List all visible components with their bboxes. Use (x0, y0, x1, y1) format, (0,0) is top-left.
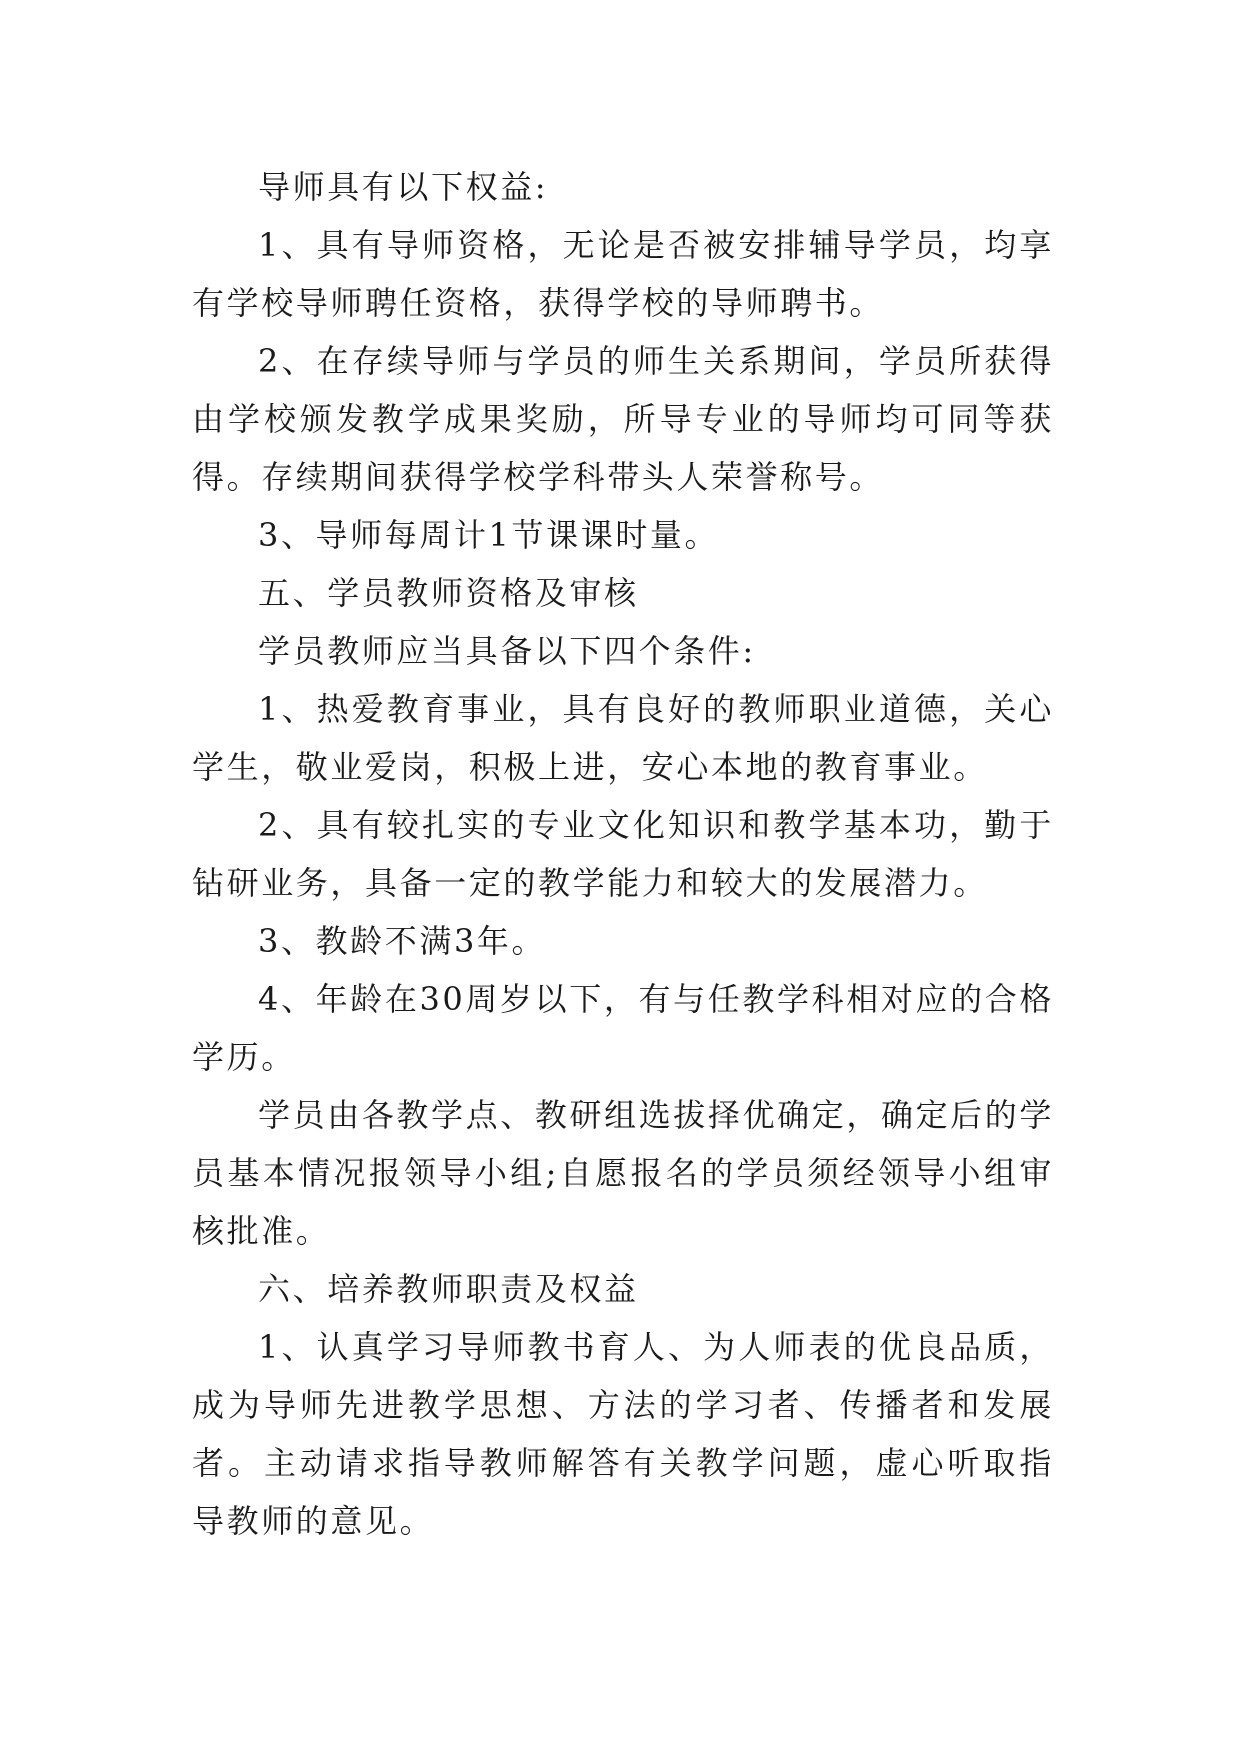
section-heading-5: 五、学员教师资格及审核 (258, 574, 639, 612)
paragraph-mentor-right-3: 3、导师每周计1节课课时量。 (258, 516, 720, 554)
paragraph-trainee-condition-3: 3、教龄不满3年。 (258, 922, 547, 960)
document-body (192, 158, 1054, 1550)
section-heading-6: 六、培养教师职责及权益 (258, 1270, 639, 1308)
paragraph-mentor-right-2: 2、在存续导师与学员的师生关系期间，学员所获得由学校颁发教学成果奖励，所导专业的导师均可同等获得。存续期间获得学校学科带头人荣誉称号。 (192, 342, 1054, 496)
paragraph-trainee-condition-4: 4、年龄在30周岁以下，有与任教学科相对应的合格学历。 (192, 980, 1054, 1076)
paragraph-trainee-conditions-intro: 学员教师应当具备以下四个条件: (258, 632, 756, 670)
paragraph-trainee-condition-1: 1、热爱教育事业，具有良好的教师职业道德，关心学生，敬业爱岗，积极上进，安心本地的教育事业。 (192, 690, 1054, 786)
paragraph-trainee-selection: 学员由各教学点、教研组选拔择优确定，确定后的学员基本情况报领导小组;自愿报名的学员须经领导小组审核批准。 (192, 1096, 1054, 1250)
paragraph-trainee-condition-2: 2、具有较扎实的专业文化知识和教学基本功，勤于钻研业务，具备一定的教学能力和较大的发展潜力。 (192, 806, 1054, 902)
paragraph-trainee-duty-1: 1、认真学习导师教书育人、为人师表的优良品质，成为导师先进教学思想、方法的学习者、传播者和发展者。主动请求指导教师解答有关教学问题，虚心听取指导教师的意见。 (192, 1328, 1054, 1540)
paragraph-mentor-rights-intro: 导师具有以下权益: (258, 168, 549, 206)
paragraph-mentor-right-1: 1、具有导师资格，无论是否被安排辅导学员，均享有学校导师聘任资格，获得学校的导师聘书。 (192, 226, 1054, 322)
